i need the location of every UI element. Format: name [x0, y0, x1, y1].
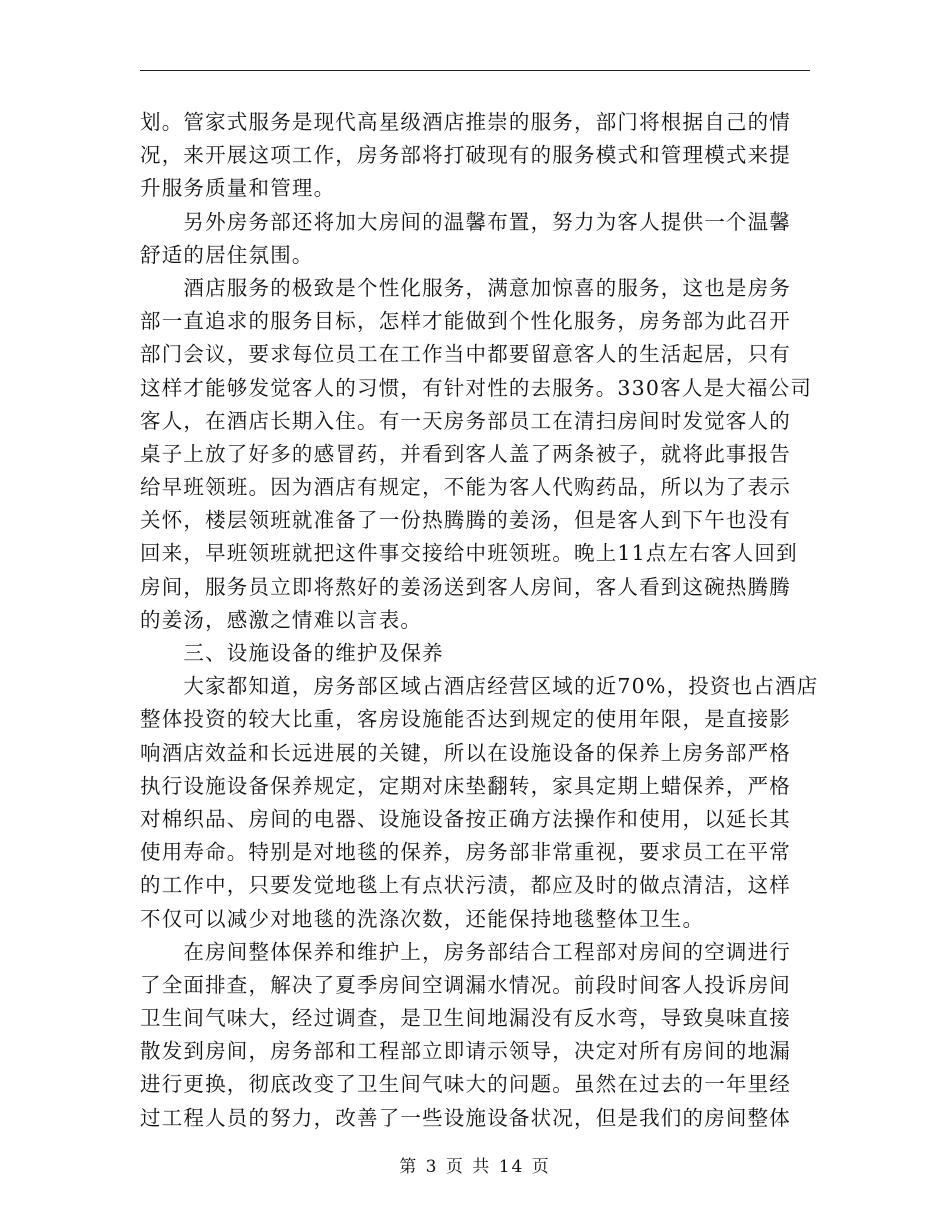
text-line: 在房间整体保养和维护上，房务部结合工程部对房间的空调进行 — [140, 939, 791, 964]
text-line: 桌子上放了好多的感冒药，并看到客人盖了两条被子，就将此事报告 — [140, 441, 791, 466]
text-line: 整体投资的较大比重，客房设施能否达到规定的使用年限，是直接影 — [140, 707, 791, 732]
text-line: 的姜汤，感激之情难以言表。 — [140, 607, 423, 632]
text-line: 舒适的居住氛围。 — [140, 242, 314, 267]
text-line: 进行更换，彻底改变了卫生间气味大的问题。虽然在过去的一年里经 — [140, 1072, 791, 1097]
text-line: 这样才能够发觉客人的习惯，有针对性的去服务。330客人是大福公司 — [140, 375, 813, 400]
text-line: 了全面排查，解决了夏季房间空调漏水情况。前段时间客人投诉房间 — [140, 972, 791, 997]
text-line: 响酒店效益和长远进展的关键，所以在设施设备的保养上房务部严格 — [140, 740, 791, 765]
text-line: 的工作中，只要发觉地毯上有点状污渍，都应及时的做点清洁，这样 — [140, 873, 791, 898]
text-line: 况，来开展这项工作，房务部将打破现有的服务模式和管理模式来提 — [140, 143, 791, 168]
text-line: 回来，早班领班就把这件事交接给中班领班。晚上11点左右客人回到 — [140, 541, 798, 566]
text-line: 使用寿命。特别是对地毯的保养，房务部非常重视，要求员工在平常 — [140, 840, 791, 865]
text-line: 酒店服务的极致是个性化服务，满意加惊喜的服务，这也是房务 — [140, 275, 791, 300]
text-line: 部门会议，要求每位员工在工作当中都要留意客人的生活起居，只有 — [140, 342, 791, 367]
text-line: 客人，在酒店长期入住。有一天房务部员工在清扫房间时发觉客人的 — [140, 408, 791, 433]
text-line: 卫生间气味大，经过调查，是卫生间地漏没有反水弯，导致臭味直接 — [140, 1006, 791, 1031]
header-rule — [140, 70, 810, 71]
text-line: 不仅可以减少对地毯的洗涤次数，还能保持地毯整体卫生。 — [140, 906, 705, 931]
text-line: 划。管家式服务是现代高星级酒店推崇的服务，部门将根据自己的情 — [140, 110, 791, 134]
text-line: 升服务质量和管理。 — [140, 176, 336, 201]
text-line: 部一直追求的服务目标，怎样才能做到个性化服务，房务部为此召开 — [140, 309, 791, 334]
text-line: 大家都知道，房务部区域占酒店经营区域的近70%，投资也占酒店 — [140, 674, 819, 699]
text-line: 过工程人员的努力，改善了一些设施设备状况，但是我们的房间整体 — [140, 1105, 791, 1130]
section-heading: 三、设施设备的维护及保养 — [140, 641, 444, 665]
text-line: 给早班领班。因为酒店有规定，不能为客人代购药品，所以为了表示 — [140, 475, 791, 500]
text-line: 散发到房间，房务部和工程部立即请示领导，决定对所有房间的地漏 — [140, 1039, 791, 1064]
text-line: 执行设施设备保养规定，定期对床垫翻转，家具定期上蜡保养，严格 — [140, 773, 791, 798]
text-line: 房间，服务员立即将熬好的姜汤送到客人房间，客人看到这碗热腾腾 — [140, 574, 791, 599]
page-footer: 第 3 页 共 14 页 — [399, 1157, 551, 1177]
text-line: 关怀，楼层领班就准备了一份热腾腾的姜汤，但是客人到下午也没有 — [140, 508, 791, 533]
text-line: 另外房务部还将加大房间的温馨布置，努力为客人提供一个温馨 — [140, 209, 791, 234]
text-line: 对棉织品、房间的电器、设施设备按正确方法操作和使用，以延长其 — [140, 806, 791, 831]
body-text — [140, 106, 819, 1135]
